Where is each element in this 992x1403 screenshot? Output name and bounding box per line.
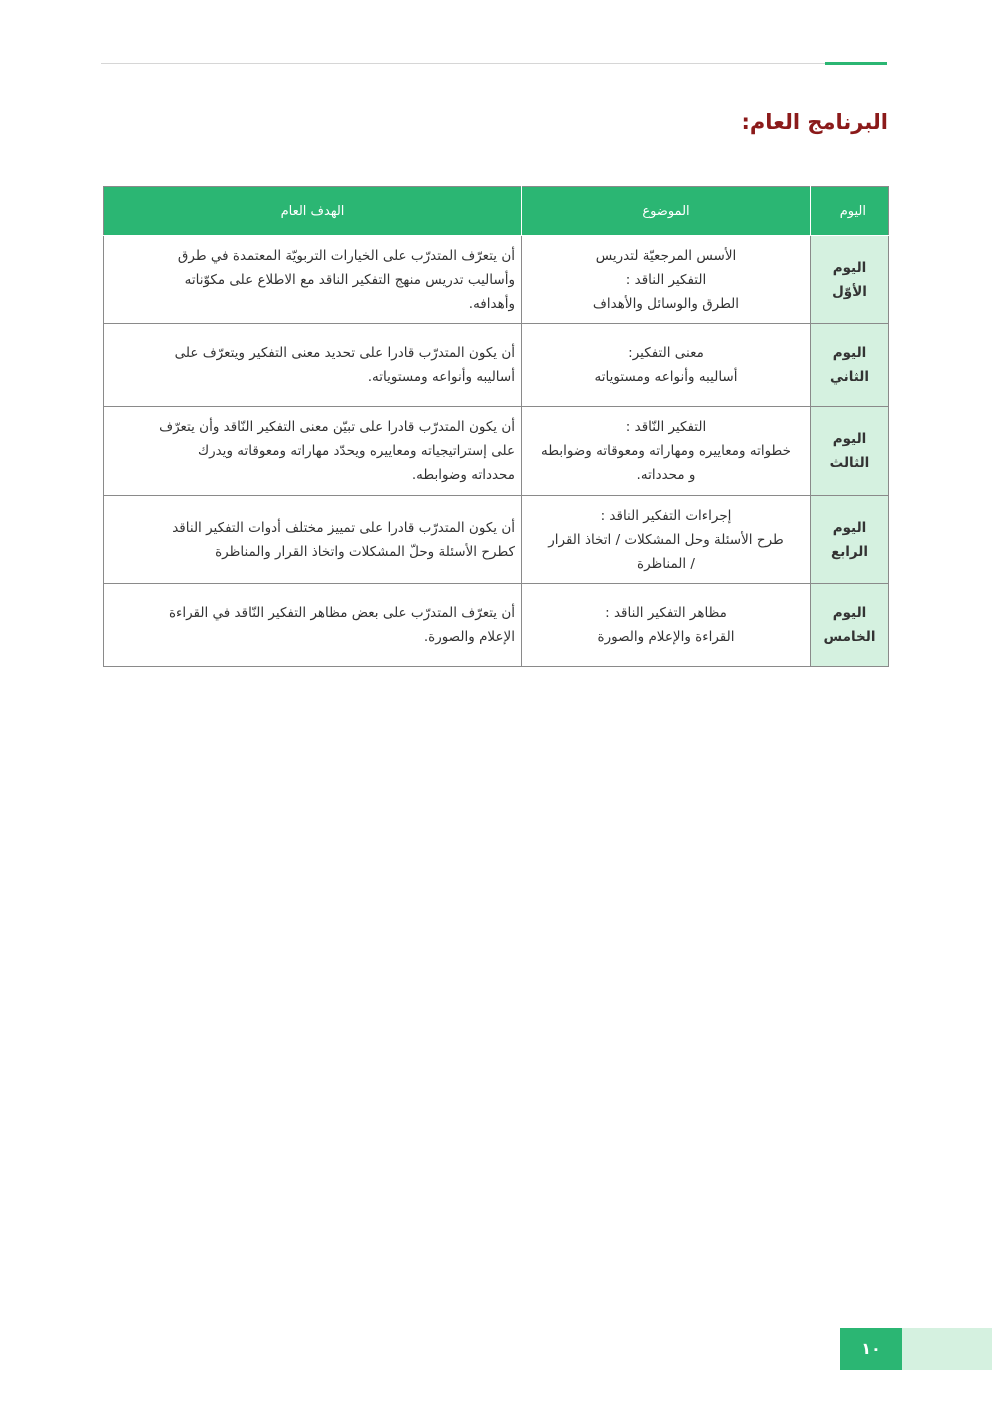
goal-cell <box>104 496 522 584</box>
table-row <box>104 496 889 584</box>
day-cell <box>811 496 889 584</box>
day-label: اليوم <box>832 519 867 536</box>
program-table <box>103 186 889 667</box>
day-cell <box>811 407 889 496</box>
goal-cell <box>104 584 522 667</box>
table-row <box>104 407 889 496</box>
section-title: البرنامج العام: <box>741 110 888 134</box>
day-label: اليوم <box>832 259 867 276</box>
day-label: اليوم <box>832 605 867 621</box>
top-divider <box>101 63 887 64</box>
goal-line: الإعلام والصورة. <box>423 629 515 645</box>
day-ordinal: الثاني <box>829 369 869 385</box>
table-header-row <box>104 187 889 236</box>
topic-line: / المناظرة <box>637 555 695 572</box>
topic-line: معنى التفكير: <box>628 345 704 361</box>
goal-cell <box>104 324 522 407</box>
goal-line: وأساليب تدريس منهج التفكير الناقد مع الاطلاع على مكوّناته <box>184 271 515 288</box>
goal-line: وأهدافه. <box>468 295 515 312</box>
header-goal: الهدف العام <box>104 187 522 236</box>
table-row <box>104 324 889 407</box>
page-number: ١٠ <box>840 1328 902 1370</box>
topic-cell <box>522 236 811 324</box>
goal-line: محدداته وضوابطه. <box>411 467 515 483</box>
table-row <box>104 236 889 324</box>
topic-line: إجراءات التفكير الناقد : <box>600 507 732 524</box>
topic-line: الطرق والوسائل والأهداف <box>592 295 740 312</box>
goal-line: أن يكون المتدرّب قادرا على تبيّن معنى التفكير النّاقد وأن يتعرّف <box>159 419 515 435</box>
day-ordinal: الخامس <box>823 629 876 645</box>
topic-line: التفكير الناقد : <box>625 271 707 288</box>
day-cell <box>811 236 889 324</box>
topic-line: القراءة والإعلام والصورة <box>597 629 735 645</box>
goal-line: أن يتعرّف المتدرّب على الخيارات التربويّة المعتمدة في طرق <box>177 247 515 264</box>
topic-cell <box>522 407 811 496</box>
topic-line: طرح الأسئلة وحل المشكلات / اتخاذ القرار <box>548 531 784 548</box>
topic-line: أساليبه وأنواعه ومستوياته <box>594 369 738 385</box>
goal-cell <box>104 236 522 324</box>
day-label: اليوم <box>832 345 867 361</box>
day-ordinal: الرابع <box>830 543 868 560</box>
goal-line: على إستراتيجياته ومعاييره ويحدّد مهاراته ومعوقاته ويدرك <box>197 443 515 459</box>
topic-cell <box>522 324 811 407</box>
topic-line: و محدداته. <box>636 467 696 483</box>
table-row <box>104 584 889 667</box>
goal-cell <box>104 407 522 496</box>
topic-cell <box>522 584 811 667</box>
day-cell <box>811 584 889 667</box>
day-label: اليوم <box>832 431 867 447</box>
day-ordinal: الأوّل <box>832 283 867 300</box>
header-day: اليوم <box>811 187 889 236</box>
goal-line: كطرح الأسئلة وحلّ المشكلات واتخاذ القرار والمناظرة <box>215 543 515 560</box>
topic-line: خطواته ومعاييره ومهاراته ومعوقاته وضوابطه <box>541 443 791 459</box>
topic-line: التفكير النّاقد : <box>625 419 707 435</box>
topic-line: مظاهر التفكير الناقد : <box>605 605 727 621</box>
day-ordinal: الثالث <box>829 455 870 471</box>
page-number-strip <box>902 1328 992 1370</box>
goal-line: أن يكون المتدرّب قادرا على تمييز مختلف أدوات التفكير الناقد <box>172 519 515 536</box>
topic-cell <box>522 496 811 584</box>
header-topic: الموضوع <box>522 187 811 236</box>
goal-line: أن يتعرّف المتدرّب على بعض مظاهر التفكير النّاقد في القراءة <box>168 605 515 621</box>
day-cell <box>811 324 889 407</box>
top-divider-accent <box>825 62 887 65</box>
goal-line: أن يكون المتدرّب قادرا على تحديد معنى التفكير ويتعرّف على <box>174 345 515 361</box>
goal-line: أساليبه وأنواعه ومستوياته. <box>367 369 515 385</box>
topic-line: الأسس المرجعيّة لتدريس <box>595 247 737 264</box>
